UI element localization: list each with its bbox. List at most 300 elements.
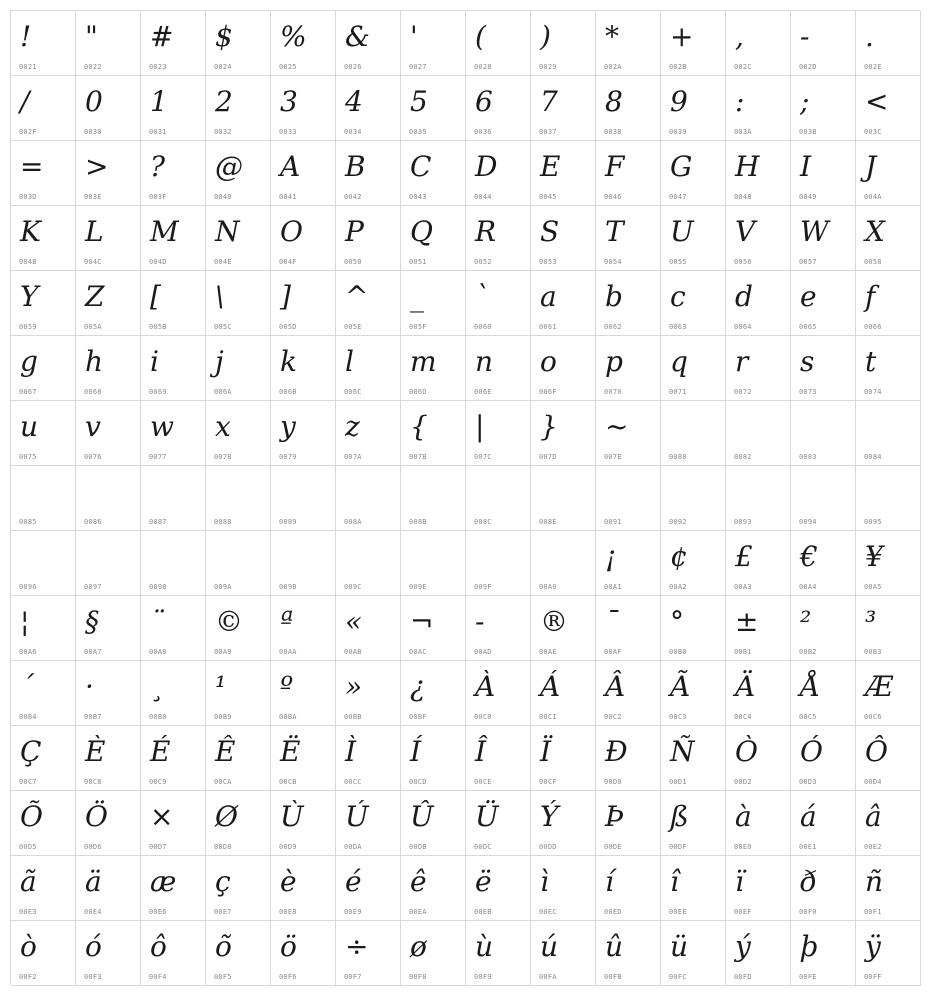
glyph-cell (856, 11, 921, 76)
glyph-character: æ (150, 865, 177, 898)
glyph-cell (206, 11, 271, 76)
glyph-codepoint: 00E1 (799, 843, 817, 851)
glyph-cell (726, 466, 791, 531)
glyph-codepoint: 002A (604, 63, 622, 71)
glyph-codepoint: 00DD (539, 843, 557, 851)
glyph-character: A (280, 150, 301, 183)
glyph-codepoint: 00FB (604, 973, 622, 981)
glyph-cell (661, 791, 726, 856)
glyph-codepoint: 00A1 (604, 583, 622, 591)
glyph-cell (466, 921, 531, 986)
glyph-character: ¸ (150, 670, 164, 703)
glyph-character: Ä (735, 670, 756, 703)
glyph-cell (11, 141, 76, 206)
glyph-cell (596, 271, 661, 336)
glyph-codepoint: 00F0 (799, 908, 817, 916)
glyph-cell (661, 856, 726, 921)
glyph-cell (596, 466, 661, 531)
glyph-character: 9 (670, 85, 688, 118)
glyph-codepoint: 0035 (409, 128, 427, 136)
glyph-character: ^ (345, 280, 369, 313)
glyph-character: × (150, 800, 174, 833)
glyph-cell (596, 531, 661, 596)
glyph-character: f (865, 280, 876, 313)
glyph-cell (336, 791, 401, 856)
glyph-cell (791, 921, 856, 986)
glyph-cell (466, 596, 531, 661)
glyph-character: Ö (85, 800, 108, 833)
glyph-cell (206, 791, 271, 856)
glyph-character: $ (215, 20, 233, 53)
glyph-character: X (865, 215, 885, 248)
glyph-codepoint: 009A (214, 583, 232, 591)
glyph-cell (531, 76, 596, 141)
glyph-codepoint: 003C (864, 128, 882, 136)
glyph-codepoint: 00AC (409, 648, 427, 656)
glyph-character: w (150, 410, 174, 443)
glyph-character: ÿ (865, 930, 881, 963)
glyph-codepoint: 002E (864, 63, 882, 71)
glyph-codepoint: 00BB (344, 713, 362, 721)
glyph-cell (11, 791, 76, 856)
glyph-character: Ð (605, 735, 628, 768)
glyph-character: > (85, 150, 109, 183)
glyph-cell (726, 76, 791, 141)
glyph-cell (726, 271, 791, 336)
glyph-character: b (605, 280, 623, 313)
glyph-codepoint: 0088 (214, 518, 232, 526)
glyph-codepoint: 00ED (604, 908, 622, 916)
glyph-cell (726, 791, 791, 856)
glyph-character: ¦ (20, 605, 30, 638)
glyph-character: 4 (345, 85, 363, 118)
glyph-cell (11, 466, 76, 531)
glyph-codepoint: 00F3 (84, 973, 102, 981)
glyph-codepoint: 0042 (344, 193, 362, 201)
glyph-character: H (735, 150, 760, 183)
glyph-codepoint: 00BA (279, 713, 297, 721)
glyph-character: ? (150, 150, 166, 183)
glyph-cell (141, 596, 206, 661)
glyph-cell (661, 76, 726, 141)
glyph-character: V (735, 215, 756, 248)
glyph-cell (531, 596, 596, 661)
glyph-character: & (345, 20, 370, 53)
glyph-cell (271, 206, 336, 271)
glyph-cell (76, 661, 141, 726)
glyph-character: Ü (475, 800, 499, 833)
glyph-codepoint: 003E (84, 193, 102, 201)
glyph-cell (856, 856, 921, 921)
glyph-codepoint: 004A (864, 193, 882, 201)
glyph-cell (401, 531, 466, 596)
glyph-character: ; (800, 85, 810, 118)
glyph-cell (401, 401, 466, 466)
glyph-cell (466, 76, 531, 141)
glyph-codepoint: 0050 (344, 258, 362, 266)
glyph-character: K (20, 215, 41, 248)
glyph-codepoint: 00E3 (19, 908, 37, 916)
glyph-character: Î (475, 735, 487, 768)
glyph-cell (726, 401, 791, 466)
glyph-character: á (800, 800, 817, 833)
glyph-codepoint: 006A (214, 388, 232, 396)
glyph-codepoint: 0087 (149, 518, 167, 526)
glyph-codepoint: 00AA (279, 648, 297, 656)
glyph-cell (401, 596, 466, 661)
glyph-cell (76, 856, 141, 921)
glyph-cell (661, 726, 726, 791)
glyph-cell (661, 141, 726, 206)
glyph-cell (726, 596, 791, 661)
glyph-codepoint: 0056 (734, 258, 752, 266)
glyph-cell (596, 76, 661, 141)
glyph-codepoint: 00D5 (19, 843, 37, 851)
glyph-codepoint: 00F2 (19, 973, 37, 981)
glyph-character: y (280, 410, 296, 443)
glyph-cell (596, 336, 661, 401)
glyph-codepoint: 003A (734, 128, 752, 136)
glyph-character: ý (735, 930, 751, 963)
glyph-cell (596, 856, 661, 921)
glyph-cell (336, 271, 401, 336)
glyph-cell (856, 596, 921, 661)
glyph-character: Ê (215, 735, 236, 768)
glyph-codepoint: 008A (344, 518, 362, 526)
glyph-character: « (345, 605, 363, 638)
glyph-codepoint: 00AB (344, 648, 362, 656)
glyph-cell (791, 726, 856, 791)
glyph-cell (791, 856, 856, 921)
glyph-cell (76, 336, 141, 401)
glyph-codepoint: 00F8 (409, 973, 427, 981)
glyph-codepoint: 009F (474, 583, 492, 591)
glyph-codepoint: 00D2 (734, 778, 752, 786)
glyph-character: L (85, 215, 104, 248)
glyph-codepoint: 0075 (19, 453, 37, 461)
glyph-cell (206, 661, 271, 726)
glyph-codepoint: 0094 (799, 518, 817, 526)
glyph-character: U (670, 215, 694, 248)
glyph-character: D (475, 150, 498, 183)
glyph-cell (401, 336, 466, 401)
glyph-codepoint: 006D (409, 388, 427, 396)
glyph-codepoint: 00D8 (214, 843, 232, 851)
glyph-cell (466, 791, 531, 856)
glyph-codepoint: 00C7 (19, 778, 37, 786)
glyph-cell (141, 726, 206, 791)
glyph-codepoint: 005C (214, 323, 232, 331)
glyph-cell (76, 271, 141, 336)
glyph-codepoint: 00F4 (149, 973, 167, 981)
glyph-codepoint: 0071 (669, 388, 687, 396)
glyph-codepoint: 00A8 (149, 648, 167, 656)
glyph-cell (531, 791, 596, 856)
glyph-character: î (670, 865, 679, 898)
glyph-character: Þ (605, 800, 624, 833)
glyph-codepoint: 0057 (799, 258, 817, 266)
glyph-codepoint: 0066 (864, 323, 882, 331)
glyph-cell (271, 726, 336, 791)
glyph-codepoint: 004F (279, 258, 297, 266)
glyph-cell (856, 921, 921, 986)
glyph-codepoint: 007C (474, 453, 492, 461)
glyph-character: z (345, 410, 360, 443)
glyph-codepoint: 008E (539, 518, 557, 526)
glyph-cell (726, 856, 791, 921)
glyph-cell (11, 661, 76, 726)
glyph-character: ø (410, 930, 427, 963)
glyph-character: Q (410, 215, 433, 248)
glyph-character: + (670, 20, 694, 53)
glyph-codepoint: 00D7 (149, 843, 167, 851)
glyph-character: ( (475, 20, 486, 53)
glyph-character: 8 (605, 85, 623, 118)
glyph-codepoint: 0049 (799, 193, 817, 201)
glyph-cell (336, 401, 401, 466)
glyph-cell (76, 596, 141, 661)
glyph-codepoint: 00FF (864, 973, 882, 981)
glyph-cell (791, 791, 856, 856)
glyph-codepoint: 00E6 (149, 908, 167, 916)
glyph-codepoint: 00B4 (19, 713, 37, 721)
glyph-cell (141, 271, 206, 336)
glyph-codepoint: 00B2 (799, 648, 817, 656)
glyph-cell (661, 661, 726, 726)
glyph-codepoint: 00F1 (864, 908, 882, 916)
glyph-character: · (85, 670, 94, 703)
glyph-codepoint: 0028 (474, 63, 492, 71)
glyph-codepoint: 0077 (149, 453, 167, 461)
glyph-cell (661, 921, 726, 986)
glyph-character: Ë (280, 735, 301, 768)
glyph-cell (141, 141, 206, 206)
glyph-codepoint: 0043 (409, 193, 427, 201)
glyph-cell (336, 921, 401, 986)
glyph-character: ù (475, 930, 494, 963)
glyph-codepoint: 0070 (604, 388, 622, 396)
glyph-cell (206, 466, 271, 531)
glyph-codepoint: 0085 (19, 518, 37, 526)
glyph-character: N (215, 215, 240, 248)
glyph-codepoint: 0052 (474, 258, 492, 266)
glyph-codepoint: 00EB (474, 908, 492, 916)
glyph-cell (11, 921, 76, 986)
glyph-character: ¥ (865, 540, 883, 573)
glyph-codepoint: 00EE (669, 908, 687, 916)
glyph-codepoint: 007B (409, 453, 427, 461)
glyph-cell (726, 336, 791, 401)
glyph-codepoint: 0089 (279, 518, 297, 526)
glyph-codepoint: 00A3 (734, 583, 752, 591)
glyph-codepoint: 009B (279, 583, 297, 591)
glyph-codepoint: 00B0 (669, 648, 687, 656)
glyph-codepoint: 00A6 (19, 648, 37, 656)
glyph-codepoint: 00EA (409, 908, 427, 916)
glyph-cell (596, 11, 661, 76)
glyph-character: È (85, 735, 106, 768)
glyph-character: ó (85, 930, 102, 963)
glyph-codepoint: 00E8 (279, 908, 297, 916)
glyph-codepoint: 006E (474, 388, 492, 396)
glyph-cell (596, 661, 661, 726)
glyph-cell (76, 11, 141, 76)
glyph-cell (531, 141, 596, 206)
glyph-cell (76, 206, 141, 271)
glyph-cell (531, 856, 596, 921)
glyph-character: £ (735, 540, 753, 573)
glyph-codepoint: 00B1 (734, 648, 752, 656)
glyph-codepoint: 00B7 (84, 713, 102, 721)
glyph-codepoint: 005E (344, 323, 362, 331)
glyph-codepoint: 0051 (409, 258, 427, 266)
glyph-character: p (605, 345, 623, 378)
glyph-character: ¨ (150, 605, 164, 638)
glyph-codepoint: 00B3 (864, 648, 882, 656)
glyph-cell (206, 271, 271, 336)
glyph-cell (856, 791, 921, 856)
glyph-cell (466, 11, 531, 76)
glyph-cell (466, 726, 531, 791)
glyph-cell (206, 336, 271, 401)
glyph-codepoint: 006B (279, 388, 297, 396)
glyph-cell (76, 76, 141, 141)
glyph-codepoint: 0063 (669, 323, 687, 331)
glyph-character: Ø (215, 800, 238, 833)
glyph-cell (466, 141, 531, 206)
glyph-character: Ú (345, 800, 369, 833)
glyph-codepoint: 00EC (539, 908, 557, 916)
glyph-character: k (280, 345, 297, 378)
glyph-codepoint: 007E (604, 453, 622, 461)
glyph-codepoint: 00C1 (539, 713, 557, 721)
glyph-codepoint: 00D9 (279, 843, 297, 851)
glyph-codepoint: 0040 (214, 193, 232, 201)
glyph-cell (596, 401, 661, 466)
glyph-character: ô (150, 930, 167, 963)
glyph-cell (76, 401, 141, 466)
glyph-character: Ô (865, 735, 888, 768)
glyph-cell (466, 336, 531, 401)
glyph-codepoint: 003F (149, 193, 167, 201)
glyph-cell (11, 206, 76, 271)
glyph-character: S (540, 215, 560, 248)
glyph-codepoint: 004E (214, 258, 232, 266)
glyph-cell (271, 596, 336, 661)
glyph-character: , (735, 20, 744, 53)
glyph-character: ° (670, 605, 684, 638)
glyph-character: o (540, 345, 557, 378)
glyph-codepoint: 0034 (344, 128, 362, 136)
glyph-character: T (605, 215, 624, 248)
glyph-codepoint: 0054 (604, 258, 622, 266)
glyph-cell (531, 206, 596, 271)
glyph-character: € (800, 540, 818, 573)
glyph-character: Ò (735, 735, 758, 768)
glyph-cell (141, 336, 206, 401)
glyph-character: r (735, 345, 749, 378)
glyph-cell (336, 206, 401, 271)
glyph-cell (206, 206, 271, 271)
glyph-codepoint: 0026 (344, 63, 362, 71)
glyph-cell (271, 11, 336, 76)
glyph-cell (141, 76, 206, 141)
glyph-character: ] (280, 280, 291, 313)
glyph-codepoint: 0060 (474, 323, 492, 331)
glyph-codepoint: 004C (84, 258, 102, 266)
glyph-character: Ã (670, 670, 691, 703)
glyph-character: Û (410, 800, 434, 833)
glyph-character: ú (540, 930, 559, 963)
glyph-cell (661, 11, 726, 76)
glyph-cell (141, 791, 206, 856)
glyph-character: ë (475, 865, 492, 898)
glyph-cell (141, 531, 206, 596)
glyph-character: 7 (540, 85, 558, 118)
glyph-character: C (410, 150, 432, 183)
glyph-cell (791, 401, 856, 466)
glyph-codepoint: 00B9 (214, 713, 232, 721)
glyph-codepoint: 0076 (84, 453, 102, 461)
glyph-character: g (20, 345, 38, 378)
glyph-character: R (475, 215, 497, 248)
glyph-codepoint: 00AF (604, 648, 622, 656)
glyph-codepoint: 007D (539, 453, 557, 461)
glyph-character: : (735, 85, 745, 118)
glyph-codepoint: 00CD (409, 778, 427, 786)
glyph-character: ´ (20, 670, 34, 703)
glyph-codepoint: 00D1 (669, 778, 687, 786)
glyph-character: u (20, 410, 39, 443)
glyph-cell (271, 661, 336, 726)
glyph-codepoint: 0073 (799, 388, 817, 396)
glyph-character: ò (20, 930, 37, 963)
glyph-codepoint: 0048 (734, 193, 752, 201)
glyph-codepoint: 0061 (539, 323, 557, 331)
glyph-codepoint: 0068 (84, 388, 102, 396)
glyph-character: 0 (85, 85, 103, 118)
glyph-cell (271, 531, 336, 596)
glyph-cell (596, 921, 661, 986)
glyph-codepoint: 009C (344, 583, 362, 591)
glyph-codepoint: 00C4 (734, 713, 752, 721)
glyph-cell (206, 76, 271, 141)
glyph-codepoint: 0037 (539, 128, 557, 136)
glyph-cell (596, 206, 661, 271)
glyph-cell (11, 76, 76, 141)
glyph-cell (791, 76, 856, 141)
glyph-character: Y (20, 280, 39, 313)
glyph-cell (531, 466, 596, 531)
glyph-codepoint: 00C9 (149, 778, 167, 786)
glyph-character: û (605, 930, 624, 963)
glyph-character: { (410, 410, 428, 443)
glyph-codepoint: 00C2 (604, 713, 622, 721)
glyph-character: t (865, 345, 877, 378)
glyph-cell (11, 726, 76, 791)
glyph-codepoint: 00CC (344, 778, 362, 786)
glyph-character: ª (280, 605, 294, 638)
glyph-cell (531, 921, 596, 986)
glyph-cell (11, 856, 76, 921)
glyph-cell (206, 401, 271, 466)
glyph-cell (76, 921, 141, 986)
glyph-character: ¹ (215, 670, 227, 703)
glyph-character: þ (800, 930, 818, 963)
glyph-cell (336, 531, 401, 596)
glyph-cell (791, 596, 856, 661)
glyph-character: é (345, 865, 362, 898)
